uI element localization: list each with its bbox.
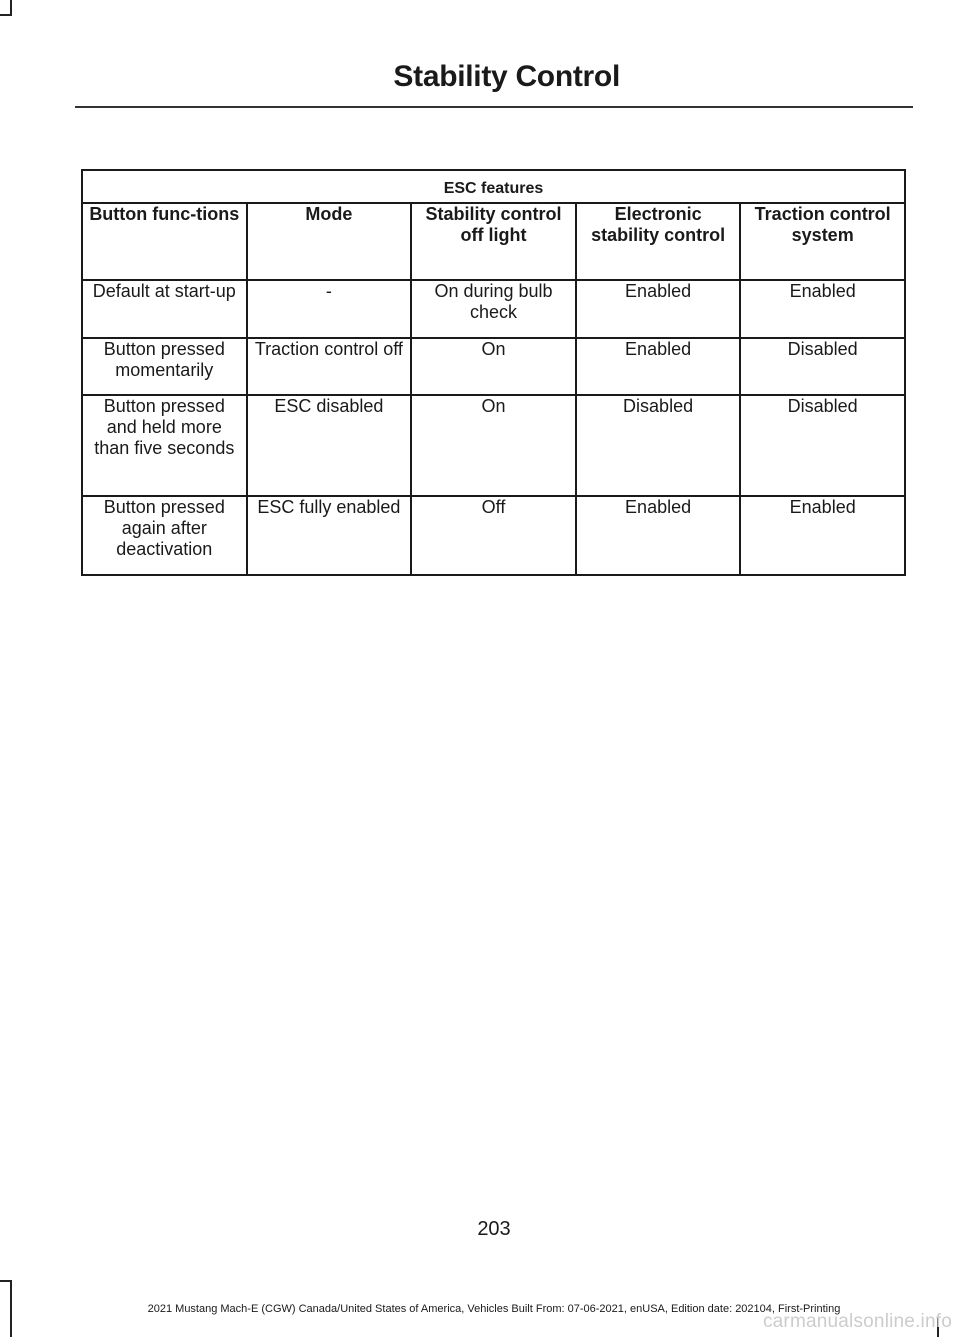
- table-cell: Off: [411, 496, 576, 575]
- table-row: [82, 280, 905, 338]
- column-header: Electronic stability control: [576, 203, 741, 280]
- table-cell: On: [411, 338, 576, 395]
- table-cell: Enabled: [576, 496, 741, 575]
- table-cell: ESC disabled: [247, 395, 412, 496]
- table-cell: Traction control off: [247, 338, 412, 395]
- table-cell: Button pressed momentarily: [82, 338, 247, 395]
- table-cell: On: [411, 395, 576, 496]
- esc-features-table: [81, 169, 906, 576]
- column-header: Stability control off light: [411, 203, 576, 280]
- table-cell: Button pressed and held more than five seconds: [82, 395, 247, 496]
- table-cell: Enabled: [740, 280, 905, 338]
- table-cell: Enabled: [576, 280, 741, 338]
- crop-mark: [10, 0, 12, 14]
- table-cell: On during bulb check: [411, 280, 576, 338]
- table-cell: Enabled: [576, 338, 741, 395]
- table-cell: ESC fully enabled: [247, 496, 412, 575]
- page-number: 203: [477, 1218, 511, 1240]
- table-cell: Disabled: [740, 395, 905, 496]
- watermark: carmanualsonline.info: [762, 1311, 952, 1332]
- column-header: Traction control system: [740, 203, 905, 280]
- table-row: [82, 395, 905, 496]
- page-title: Stability Control: [393, 60, 620, 93]
- footer-edition-text: 2021 Mustang Mach-E (CGW) Canada/United States of America, Vehicles Built From: 07-06-2021, enUSA, Edition date: 202104, First-Printing: [147, 1303, 841, 1315]
- crop-mark: [0, 14, 12, 16]
- table-cell: Enabled: [740, 496, 905, 575]
- column-header: Button func-tions: [82, 203, 247, 280]
- header-divider: [75, 106, 913, 108]
- table-cell: Disabled: [740, 338, 905, 395]
- table-row: [82, 338, 905, 395]
- column-header: Mode: [247, 203, 412, 280]
- table-cell: Default at start-up: [82, 280, 247, 338]
- table-header-row: [82, 203, 905, 280]
- table-cell: Disabled: [576, 395, 741, 496]
- table-cell: Button pressed again after deactivation: [82, 496, 247, 575]
- table-row: [82, 496, 905, 575]
- table-cell: -: [247, 280, 412, 338]
- crop-mark: [0, 1280, 12, 1282]
- table-caption: ESC features: [82, 170, 905, 203]
